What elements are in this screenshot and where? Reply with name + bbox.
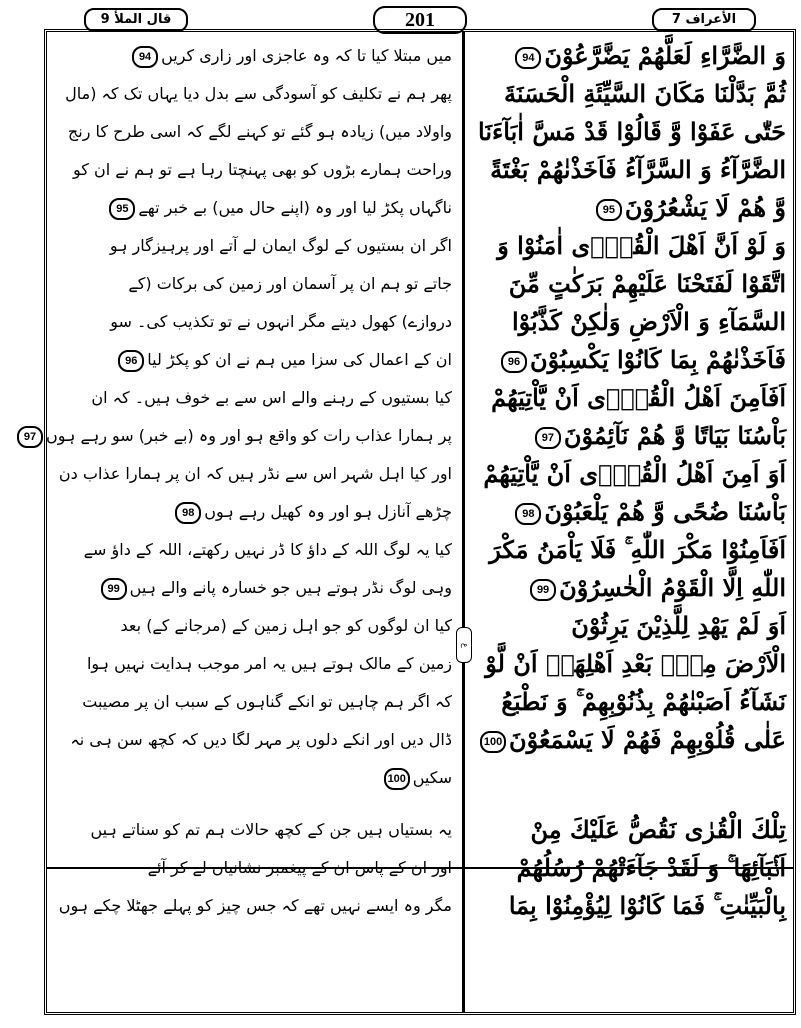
column-divider [462, 31, 465, 1013]
arabic-verse-line [467, 379, 792, 417]
urdu-translation-line [50, 849, 458, 887]
urdu-translation-line [50, 887, 458, 925]
verse-number-badge: 96 [118, 350, 144, 372]
urdu-translation-line-text: زمین کے مالک ہوتے ہیں یہ امر موجب ہدایت نہیں ہوا [86, 654, 452, 673]
urdu-translation-line-text: اگر ان بستیوں کے لوگ ایمان لے آتے اور پرہیزگار ہو [109, 236, 452, 255]
arabic-verse-line-text: وَ الضَّرَّاءِ لَعَلَّهُمْ يَضَّرَّعُوْنَ [544, 41, 786, 70]
arabic-verse-line-text: وَّ هُمْ لَا يَشْعُرُوْنَ [624, 193, 786, 222]
urdu-translation-line [50, 531, 458, 569]
arabic-verse-line [467, 341, 792, 379]
arabic-verse-line-text: اَنْۢبَآئِهَا ۚ وَ لَقَدْ جَآءَتْهُمْ رُسُلُهُمْ [516, 853, 786, 882]
arabic-verse-line-text: اَوَ لَمْ يَهْدِ لِلَّذِيْنَ يَرِثُوْنَ [571, 611, 786, 640]
arabic-verse-line [467, 721, 792, 759]
arabic-verse-line [467, 887, 792, 925]
urdu-translation-line [50, 455, 458, 493]
urdu-translation-line [50, 341, 458, 379]
urdu-translation-line [50, 189, 458, 227]
urdu-translation-line [50, 721, 458, 759]
arabic-verse-line [467, 37, 792, 75]
arabic-verse-line [467, 417, 792, 455]
juz-label: قال الملأ 9 [84, 8, 188, 32]
ruku-marker: ع [456, 627, 472, 663]
urdu-translation-line-text: وہی لوگ نڈر ہوتے ہیں جو خسارہ پانے والے ہیں [129, 578, 452, 597]
urdu-translation-line [50, 569, 458, 607]
urdu-translation-line-text: پھر ہم نے تکلیف کو آسودگی سے بدل دیا یہاں تک کہ (مال [65, 84, 452, 103]
arabic-verse-line-text: بِالْبَيِّنٰتِ ۚ فَمَا كَانُوْا لِيُؤْمِنُوْا بِمَا [508, 891, 786, 920]
arabic-verse-line [467, 455, 792, 493]
urdu-translation-line [50, 683, 458, 721]
arabic-verse-line [467, 75, 792, 113]
urdu-translation-line-text: ناگہاں پکڑ لیا اور وہ (اپنے حال میں) بے خبر تھے [138, 198, 452, 217]
verse-number-badge: 100 [384, 768, 410, 790]
urdu-translation-line [50, 759, 458, 797]
arabic-verse-line-text: الضَّرَّآءُ وَ السَّرَّآءُ فَاَخَذْنٰهُمْ بَغْتَةً [490, 155, 786, 184]
urdu-translation-line [50, 265, 458, 303]
urdu-translation-line-text: یہ بستیاں ہیں جن کے کچھ حالات ہم تم کو سناتے ہیں [90, 820, 452, 839]
arabic-verse-line [467, 265, 792, 303]
urdu-translation-line [50, 607, 458, 645]
arabic-verse-line-text: الْاَرْضَ مِنْۢ بَعْدِ اَهْلِهَاۤ اَنْ لَّوْ [485, 649, 786, 678]
arabic-verse-line [467, 683, 792, 721]
arabic-verse-line [467, 849, 792, 887]
arabic-verse-line-text: اَفَاَمِنَ اَهْلُ الْقُرٰۤى اَنْ يَّاْتِيَهُمْ [491, 383, 786, 412]
urdu-translation-line [50, 75, 458, 113]
urdu-translation-line-text: پر ہمارا عذاب رات کو واقع ہو اور وہ (بے خبر) سو رہے ہوں [45, 426, 452, 445]
urdu-translation-line-text: دروازے) کھول دیتے مگر انہوں نے تو تکذیب کی۔ سو [110, 312, 452, 331]
verse-number-badge: 97 [17, 426, 43, 448]
verse-number-badge: 94 [515, 47, 541, 69]
urdu-translation-line [50, 645, 458, 683]
arabic-verse-line-text: نَشَآءُ اَصَبْنٰهُمْ بِذُنُوْبِهِمْ ۚ وَ نَطْبَعُ [501, 687, 786, 716]
arabic-verse-line [467, 607, 792, 645]
arabic-verse-line-text: اتَّقَوْا لَفَتَحْنَا عَلَيْهِمْ بَرَكٰتٍ مِّنَ [508, 269, 786, 298]
arabic-verse-line-text: اَوَ اَمِنَ اَهْلُ الْقُرٰۤى اَنْ يَّاْتِيَهُمْ [483, 459, 786, 488]
arabic-verse-line-text: اللّٰهِ اِلَّا الْقَوْمُ الْخٰسِرُوْنَ [559, 573, 786, 602]
urdu-translation-line-text: کہ اگر ہم چاہیں تو انکے گناہوں کے سبب ان پر مصیبت [82, 692, 452, 711]
urdu-translation-line [50, 37, 458, 75]
urdu-translation-line-text: چڑھے آنازل ہو اور وہ کھیل رہے ہوں [204, 502, 452, 521]
urdu-translation-line-text: میں مبتلا کیا تا کہ وہ عاجزی اور زاری کریں [161, 46, 452, 65]
urdu-translation-line-text: کیا ان لوگوں کو جو اہل زمین کے (مرجانے کے) بعد [120, 616, 452, 635]
verse-number-badge: 96 [501, 351, 527, 373]
verse-number-badge: 94 [132, 46, 158, 68]
verse-number-badge: 95 [109, 198, 135, 220]
urdu-translation-line [50, 379, 458, 417]
verse-number-badge: 99 [530, 579, 556, 601]
arabic-column [467, 37, 792, 925]
arabic-verse-line [467, 189, 792, 227]
arabic-verse-line [467, 531, 792, 569]
arabic-verse-line-text: ثُمَّ بَدَّلْنَا مَكَانَ السَّيِّئَةِ الْحَسَنَةَ [504, 79, 786, 108]
arabic-verse-line-text: اَفَاَمِنُوْا مَكْرَ اللّٰهِ ۚ فَلَا يَاْمَنُ مَكْرَ [489, 535, 786, 564]
arabic-verse-line-text: بَاْسُنَا ضُحًى وَّ هُمْ يَلْعَبُوْنَ [544, 497, 786, 526]
arabic-verse-line [467, 645, 792, 683]
urdu-column [23, 37, 458, 925]
arabic-verse-line-text: السَّمَآءِ وَ الْاَرْضِ وَلٰكِنْ كَذَّبُوْا [511, 307, 786, 336]
arabic-verse-line [467, 151, 792, 189]
arabic-verse-line [467, 759, 792, 797]
verse-number-badge: 97 [535, 427, 561, 449]
arabic-verse-line [467, 227, 792, 265]
urdu-translation-line-text: اور کیا اہل شہر اس سے نڈر ہیں کہ ان پر ہمارا عذاب دن [58, 464, 452, 483]
arabic-verse-line-text: تِلْكَ الْقُرٰى نَقُصُّ عَلَيْكَ مِنْ [530, 815, 786, 844]
arabic-verse-line-text: حَتّٰى عَفَوْا وَّ قَالُوْا قَدْ مَسَّ اٰبَآءَنَا [478, 117, 786, 146]
arabic-verse-line-text: عَلٰى قُلُوْبِهِمْ فَهُمْ لَا يَسْمَعُوْنَ [509, 725, 786, 754]
urdu-translation-line [50, 151, 458, 189]
urdu-translation-line-text: وراحت ہمارے بڑوں کو بھی پہنچتا رہا ہے تو ہم نے ان کو [73, 160, 452, 179]
arabic-verse-line [467, 493, 792, 531]
verse-number-badge: 100 [480, 731, 506, 753]
verse-number-badge: 95 [596, 199, 622, 221]
urdu-translation-line [50, 227, 458, 265]
urdu-translation-line-text: کیا یہ لوگ اللہ کے داؤ کا ڈر نہیں رکھتے، اللہ کے داؤ سے [83, 540, 452, 559]
verse-number-badge: 98 [175, 502, 201, 524]
arabic-verse-line-text: فَاَخَذْنٰهُمْ بِمَا كَانُوْا يَكْسِبُوْنَ [530, 345, 786, 374]
urdu-translation-line-text: ڈال دیں اور انکے دلوں پر مہر لگا دیں کہ کچھ سن ہی نہ [70, 730, 452, 749]
arabic-verse-line-text: بَاْسُنَا بَيَاتًا وَّ هُمْ نَآئِمُوْنَ [563, 421, 786, 450]
urdu-translation-line-text: ان کے اعمال کی سزا میں ہم نے ان کو پکڑ لیا [147, 350, 452, 369]
page-number: 201 [373, 6, 467, 34]
arabic-verse-line [467, 303, 792, 341]
verse-number-badge: 99 [101, 578, 127, 600]
urdu-translation-line-text: جاتے تو ہم ان پر آسمان اور زمین کی برکات (کے [128, 274, 452, 293]
arabic-verse-line [467, 811, 792, 849]
urdu-translation-line-text: واولاد میں) زیادہ ہو گئے تو کہنے لگے کہ اسی طرح کا رنج [67, 122, 452, 141]
urdu-translation-line [50, 811, 458, 849]
surah-label: الأعراف 7 [652, 8, 756, 32]
urdu-translation-line-text: سکیں [412, 768, 452, 787]
urdu-translation-line [50, 113, 458, 151]
urdu-translation-line [50, 493, 458, 531]
arabic-verse-line-text: وَ لَوْ اَنَّ اَهْلَ الْقُرٰۤى اٰمَنُوْا وَ [497, 231, 786, 260]
verse-number-badge: 98 [515, 503, 541, 525]
arabic-verse-line [467, 113, 792, 151]
arabic-verse-line [467, 569, 792, 607]
urdu-translation-line-text: مگر وہ ایسے نہیں تھے کہ جس چیز کو پہلے جھٹلا چکے ہوں [58, 896, 452, 915]
urdu-translation-line [23, 417, 458, 455]
urdu-translation-line [50, 303, 458, 341]
urdu-translation-line-text: اور ان کے پاس ان کے پیغمبر نشانیاں لے کر آئے [147, 858, 452, 877]
urdu-translation-line-text: کیا بستیوں کے رہنے والے اس سے بے خوف ہیں۔ کہ ان [91, 388, 452, 407]
